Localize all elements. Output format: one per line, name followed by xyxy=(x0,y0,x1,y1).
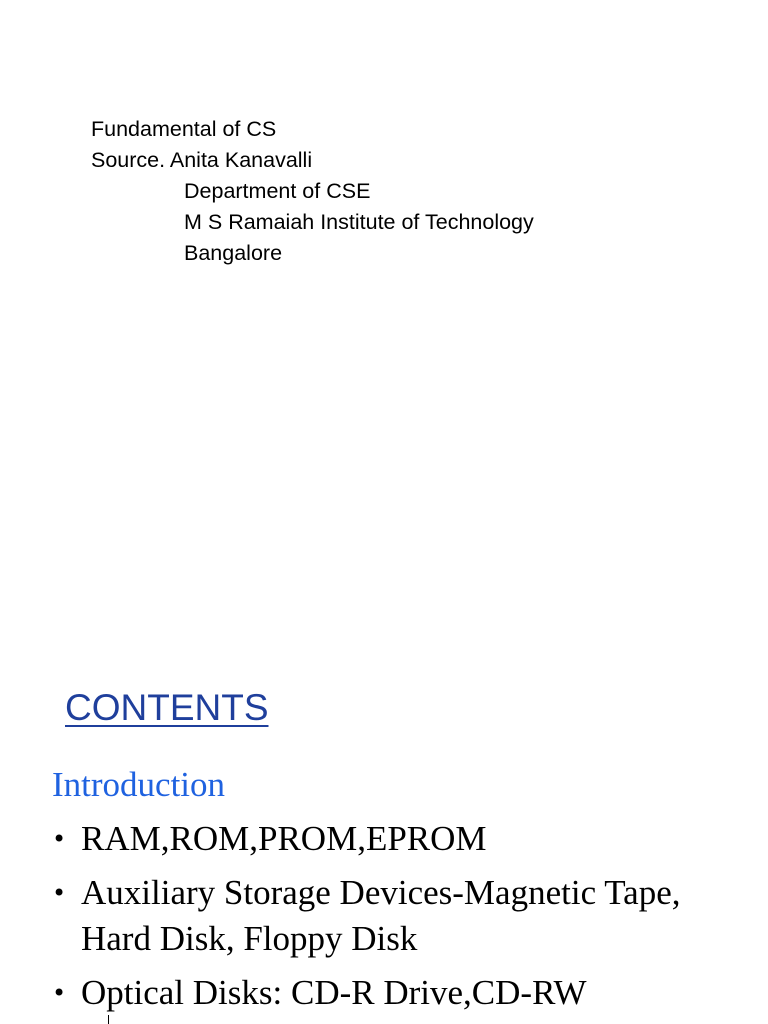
bullet-icon: • xyxy=(52,825,67,853)
source-institute: M S Ramaiah Institute of Technology xyxy=(184,210,534,234)
bullet-icon: • xyxy=(52,979,67,1007)
course-title: Fundamental of CS xyxy=(91,117,277,141)
contents-list xyxy=(52,816,752,1024)
list-item xyxy=(52,816,752,862)
bullet-icon: • xyxy=(52,879,67,907)
source-author: Source. Anita Kanavalli xyxy=(91,148,313,172)
text-cursor-mark xyxy=(108,1015,109,1024)
list-item xyxy=(52,970,752,1016)
source-city: Bangalore xyxy=(184,241,283,265)
list-item-text: Optical Disks: CD-R Drive,CD-RW xyxy=(81,973,587,1012)
list-item-text: RAM,ROM,PROM,EPROM xyxy=(81,819,487,858)
source-block xyxy=(91,114,534,269)
list-item-text: Auxiliary Storage Devices-Magnetic Tape, Hard Disk, Floppy Disk xyxy=(81,873,681,958)
source-department: Department of CSE xyxy=(184,179,371,203)
contents-heading: CONTENTS xyxy=(65,687,269,728)
list-item xyxy=(52,870,752,962)
introduction-heading: Introduction xyxy=(52,765,226,804)
